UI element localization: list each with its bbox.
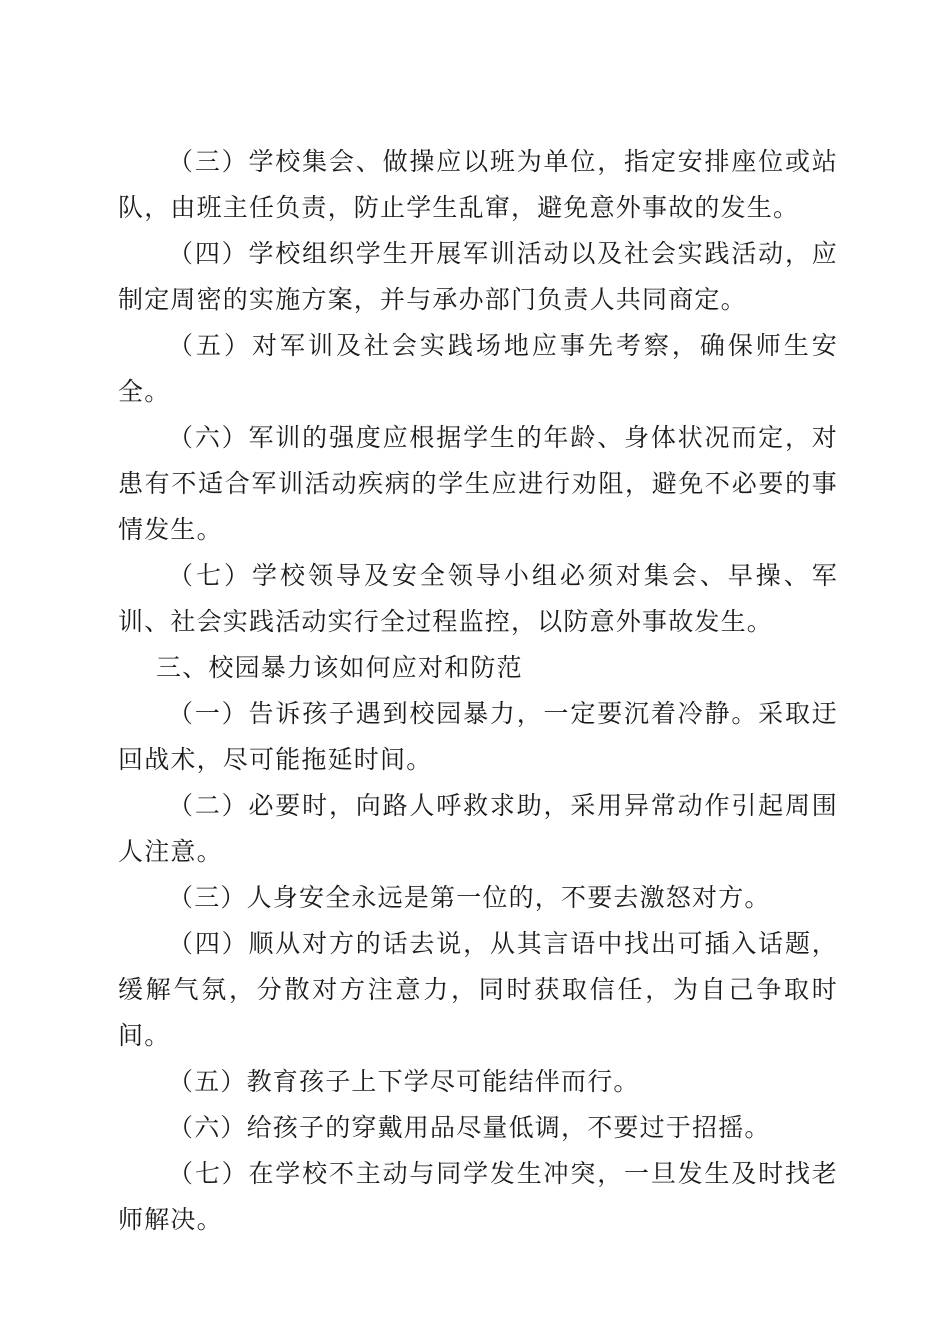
paragraph-item-6: （六）给孩子的穿戴用品尽量低调，不要过于招摇。	[168, 1113, 771, 1142]
paragraph-item-5: （五）教育孩子上下学尽可能结伴而行。	[168, 1067, 640, 1096]
paragraph-item-5: （五）对军训及社会实践场地应事先考察，确保师生安全。	[118, 331, 838, 406]
paragraph-item-2: （二）必要时，向路人呼救求助，采用异常动作引起周围人注意。	[118, 791, 838, 866]
paragraph-item-6: （六）军训的强度应根据学生的年龄、身体状况而定，对患有不适合军训活动疾病的学生应进行劝阻，避免不必要的事情发生。	[118, 423, 838, 544]
paragraph-item-4: （四）学校组织学生开展军训活动以及社会实践活动，应制定周密的实施方案，并与承办部门负责人共同商定。	[118, 239, 838, 314]
paragraph-item-3: （三）人身安全永远是第一位的，不要去激怒对方。	[168, 883, 771, 912]
paragraph-item-7: （七）在学校不主动与同学发生冲突，一旦发生及时找老师解决。	[118, 1159, 838, 1234]
paragraph-item-1: （一）告诉孩子遇到校园暴力，一定要沉着冷静。采取迂回战术，尽可能拖延时间。	[118, 699, 838, 774]
section-heading: 三、校园暴力该如何应对和防范	[156, 653, 523, 682]
paragraph-item-4: （四）顺从对方的话去说，从其言语中找出可插入话题，缓解气氛，分散对方注意力，同时获取信任，为自己争取时间。	[118, 929, 838, 1050]
paragraph-item-3: （三）学校集会、做操应以班为单位，指定安排座位或站队，由班主任负责，防止学生乱窜，避免意外事故的发生。	[118, 147, 838, 222]
paragraph-item-7: （七）学校领导及安全领导小组必须对集会、早操、军训、社会实践活动实行全过程监控，以防意外事故发生。	[118, 561, 838, 636]
document-body	[118, 139, 838, 1243]
